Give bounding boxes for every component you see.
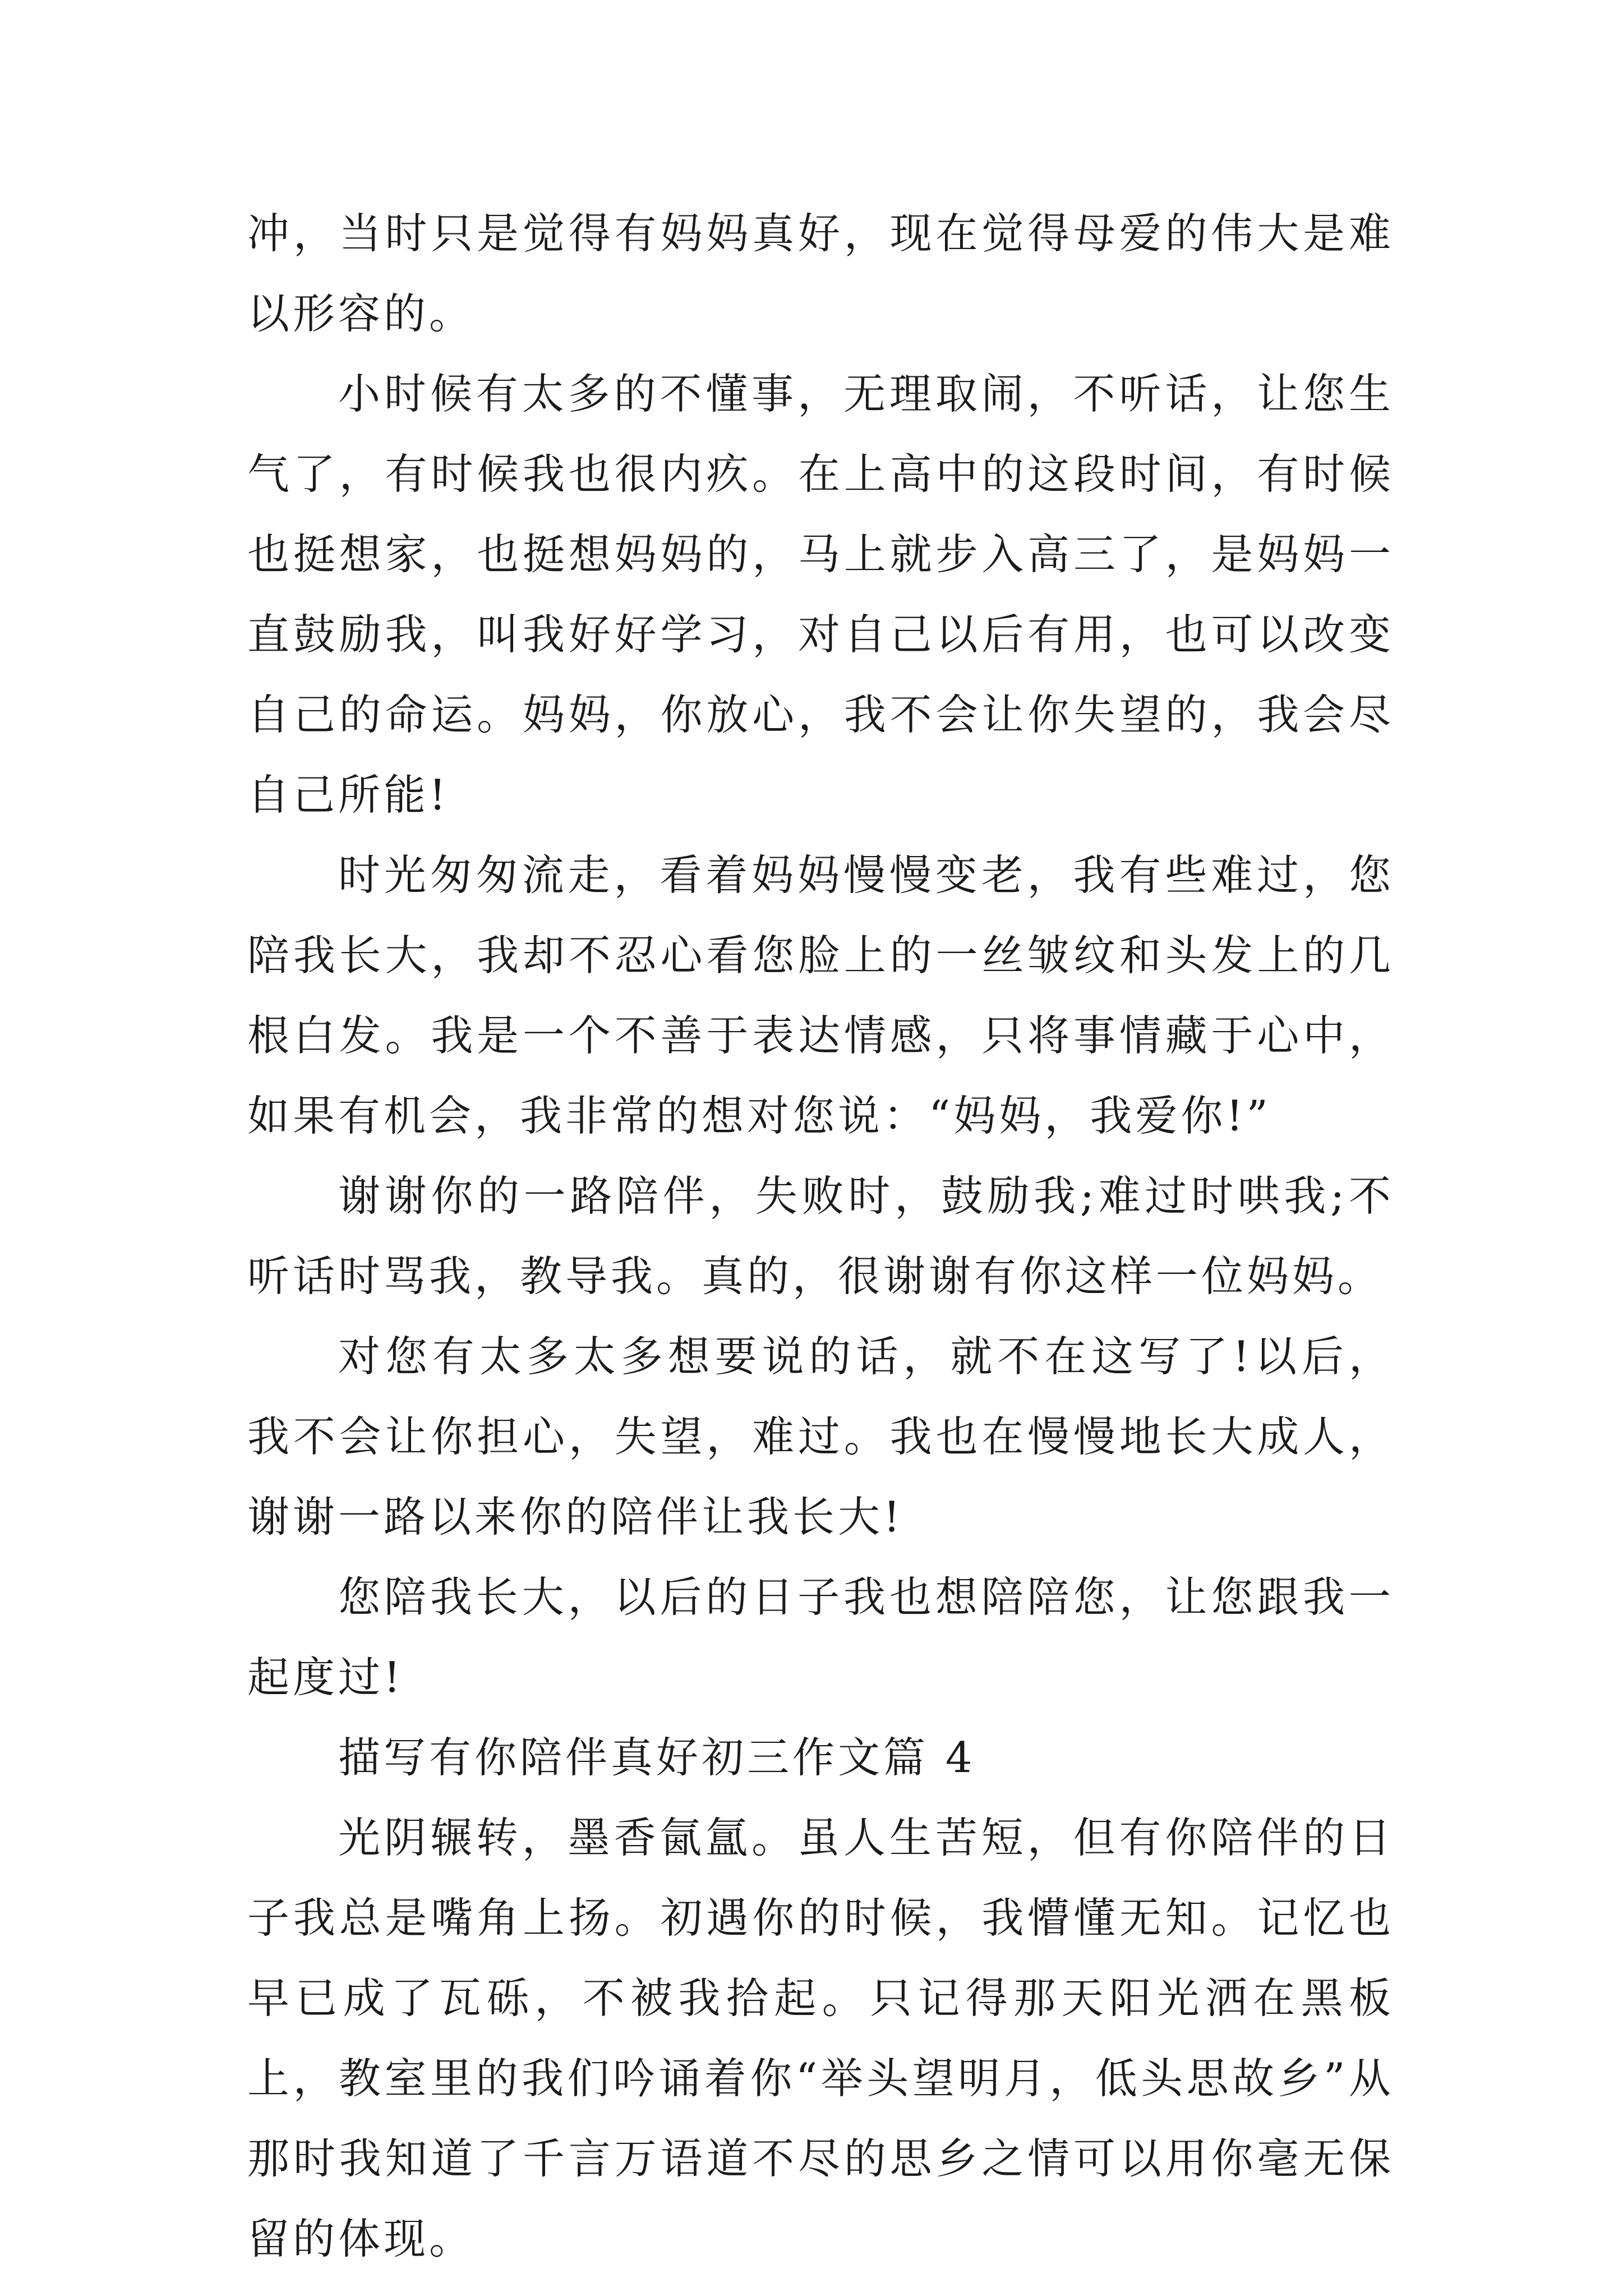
paragraph-4: 谢谢你的一路陪伴，失败时，鼓励我;难过时哄我;不听话时骂我，教导我。真的，很谢谢有你这样一位妈妈。 bbox=[247, 1171, 1394, 1301]
paragraph-6: 您陪我长大，以后的日子我也想陪陪您，让您跟我一起度过! bbox=[247, 1572, 1394, 1702]
paragraph-8: 光阴辗转，墨香氤氲。虽人生苦短，但有你陪伴的日子我总是嘴角上扬。初遇你的时候，我懵懂无知。记忆也早已成了瓦砾，不被我拾起。只记得那天阳光洒在黑板上，教室里的我们吟诵着你“举头望明月，低头思故乡”从那时我知道了千言万语道不尽的思乡之情可以用你毫无保留的体现。 bbox=[247, 1813, 1394, 2263]
body-text bbox=[247, 194, 1394, 2279]
paragraph-5: 对您有太多太多想要说的话，就不在这写了!以后，我不会让你担心，失望，难过。我也在慢慢地长大成人，谢谢一路以来你的陪伴让我长大! bbox=[247, 1332, 1394, 1542]
paragraph-2: 小时候有太多的不懂事，无理取闹，不听话，让您生气了，有时候我也很内疚。在上高中的这段时间，有时候也挺想家，也挺想妈妈的，马上就步入高三了，是妈妈一直鼓励我，叫我好好学习，对自己以后有用，也可以改变自己的命运。妈妈，你放心，我不会让你失望的，我会尽自己所能! bbox=[247, 369, 1394, 820]
paragraph-1: 冲，当时只是觉得有妈妈真好，现在觉得母爱的伟大是难以形容的。 bbox=[247, 209, 1394, 338]
section-heading: 描写有你陪伴真好初三作文篇 4 bbox=[338, 1733, 976, 1782]
paragraph-3: 时光匆匆流走，看着妈妈慢慢变老，我有些难过，您陪我长大，我却不忍心看您脸上的一丝皱纹和头发上的几根白发。我是一个不善于表达情感，只将事情藏于心中，如果有机会，我非常的想对您说：“妈妈，我爱你!” bbox=[247, 850, 1394, 1140]
